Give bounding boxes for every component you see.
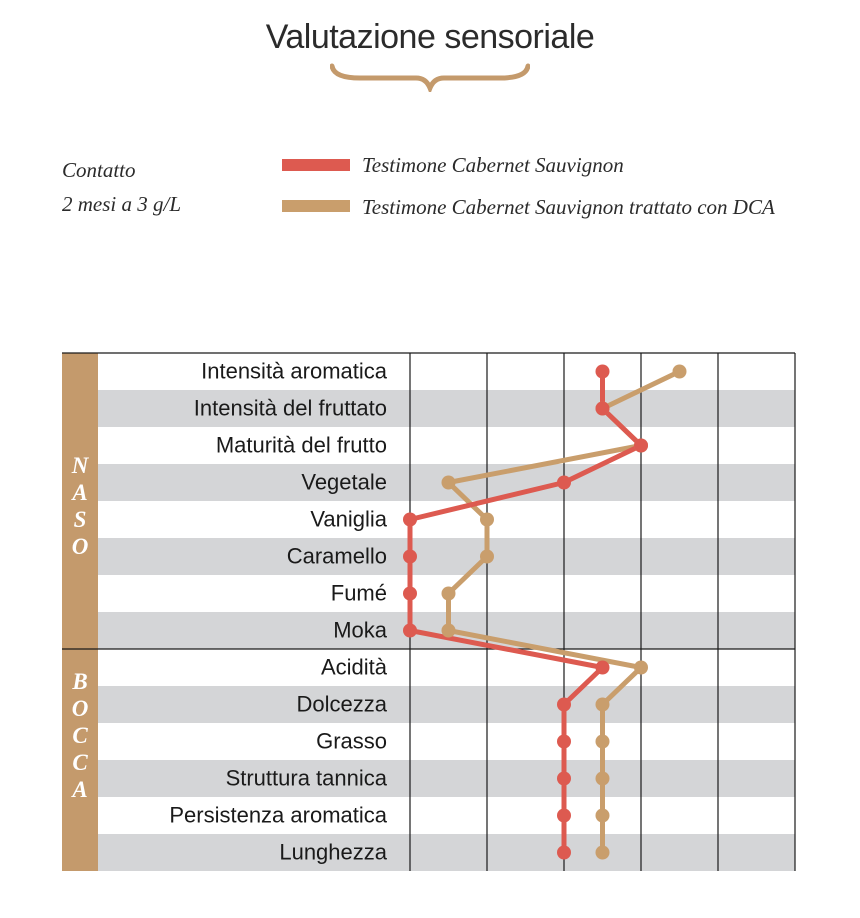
legend-condition-line1: Contatto [62,158,136,182]
series-1-point [557,809,571,823]
series-1-point [557,476,571,490]
series-1-point [596,661,610,675]
group-label-letter: A [72,480,88,505]
series-2-point [596,772,610,786]
row-stripe [98,686,795,723]
category-label: Persistenza aromatica [169,802,387,828]
group-label-letter: C [72,723,88,748]
row-stripe [98,834,795,871]
group-label-letter: B [72,669,88,694]
legend-condition-line2: 2 mesi a 3 g/L [62,192,182,216]
series-1-point [634,439,648,453]
group-label-letter: S [73,507,87,532]
group-label-letter: C [72,750,88,775]
group-label-letter: N [71,453,89,478]
category-label: Intensità del fruttato [193,395,387,421]
series-2-point [596,809,610,823]
legend-label-series1: Testimone Cabernet Sauvignon [362,153,624,177]
category-label: Grasso [316,728,387,754]
category-label: Caramello [286,543,387,569]
category-label: Vaniglia [310,506,387,532]
series-2-point [673,365,687,379]
category-label: Moka [333,617,387,643]
series-1-point [557,846,571,860]
series-1-point [403,513,417,527]
series-1-point [403,550,417,564]
series-1-point [596,365,610,379]
group-label-letter: O [71,534,89,559]
category-label: Struttura tannica [225,765,387,791]
series-1-point [557,698,571,712]
legend-label-series2: Testimone Cabernet Sauvignon trattato con DCA [362,195,775,219]
series-1-point [403,587,417,601]
category-label: Intensità aromatica [201,358,387,384]
group-label-letter: O [71,696,89,721]
series-2-point [480,513,494,527]
row-stripe [98,538,795,575]
group-label-letter: A [72,777,88,802]
series-2-point [596,698,610,712]
row-stripe [98,760,795,797]
series-2-point [480,550,494,564]
category-label: Maturità del frutto [215,432,387,458]
chart-title: Valutazione sensoriale [265,18,595,56]
category-label: Vegetale [301,469,387,495]
series-2-point [634,661,648,675]
series-1-point [596,402,610,416]
series-2-point [442,624,456,638]
series-2-point [442,587,456,601]
category-label: Lunghezza [279,839,387,865]
series-1-point [403,624,417,638]
series-2-point [596,846,610,860]
category-label: Acidità [320,654,387,680]
series-1-point [557,772,571,786]
category-label: Fumé [330,580,387,606]
series-2-point [596,735,610,749]
series-2-point [442,476,456,490]
category-label: Dolcezza [296,691,387,717]
series-1-point [557,735,571,749]
